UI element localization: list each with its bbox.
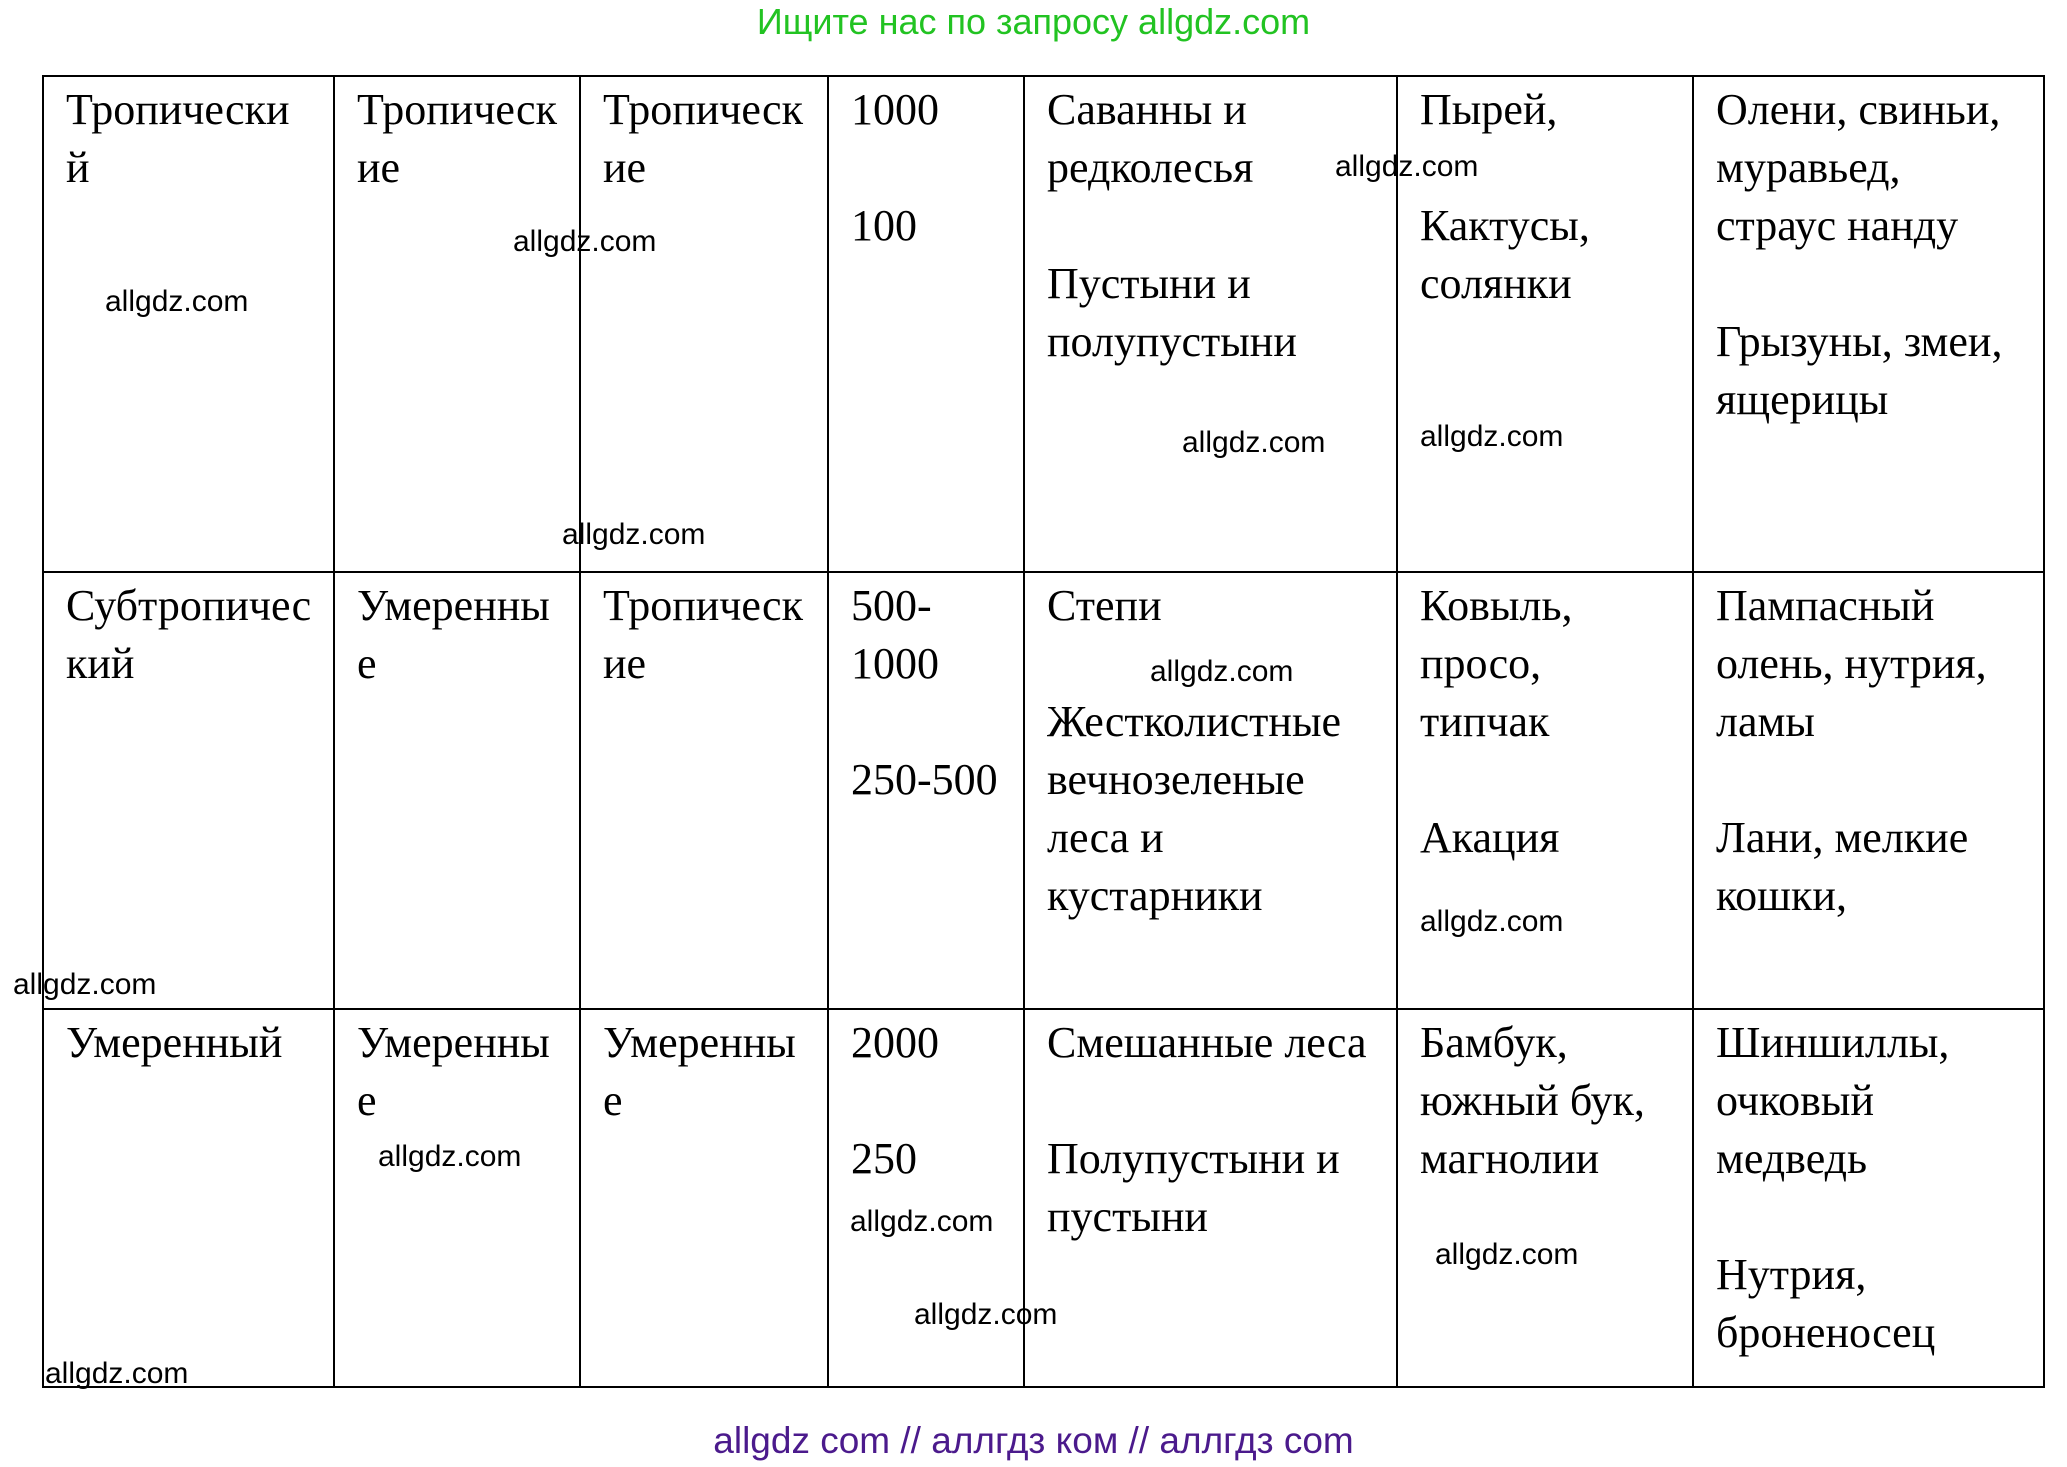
value: 100 <box>851 201 917 250</box>
watermark: allgdz.com <box>1150 655 1294 688</box>
value: 1000 <box>851 85 939 134</box>
plants-cell <box>1397 1009 1693 1387</box>
watermark: allgdz.com <box>914 1298 1058 1331</box>
zone-cell <box>1024 1009 1397 1387</box>
site-footer: allgdz com // аллгдз ком // аллгдз com <box>713 1420 1354 1461</box>
cell: Тропические <box>334 76 580 572</box>
value: 250-500 <box>851 755 998 804</box>
value: Полупустыни и пустыни <box>1047 1134 1340 1241</box>
value: Акация <box>1420 813 1560 862</box>
value: Олени, свиньи, муравьед, страус нанду <box>1716 85 2001 250</box>
cell: Тропические <box>580 76 828 572</box>
watermark: allgdz.com <box>850 1205 994 1238</box>
value: Ковыль, просо, типчак <box>1420 581 1573 746</box>
value: 250 <box>851 1134 917 1183</box>
value: Шиншиллы, очковый медведь <box>1716 1018 1950 1183</box>
climate-cell: Умеренный <box>43 1009 334 1387</box>
watermark: allgdz.com <box>105 285 249 318</box>
watermark: allgdz.com <box>45 1357 189 1390</box>
watermark: allgdz.com <box>13 968 157 1001</box>
value: Нутрия, броненосец <box>1716 1250 1936 1357</box>
value: Саванны и редколесья <box>1047 85 1254 192</box>
value: Пустыни и полупустыни <box>1047 259 1297 366</box>
watermark: allgdz.com <box>1420 420 1564 453</box>
climate-cell: Субтропический <box>43 572 334 1009</box>
value: Кактусы, солянки <box>1420 201 1590 308</box>
watermark: allgdz.com <box>1435 1238 1579 1271</box>
natural-zones-table <box>42 75 2045 1388</box>
table-row <box>43 76 2044 572</box>
animals-cell <box>1693 572 2044 1009</box>
value: Грызуны, змеи, ящерицы <box>1716 317 2003 424</box>
value: Лани, мелкие кошки, <box>1716 813 1969 920</box>
watermark: allgdz.com <box>378 1140 522 1173</box>
value: Пампасный олень, нутрия, ламы <box>1716 581 1987 746</box>
climate-cell: Тропический <box>43 76 334 572</box>
value: Степи <box>1047 581 1162 630</box>
cell: Умеренные <box>334 572 580 1009</box>
cell: Умеренные <box>334 1009 580 1387</box>
cell: Умеренные <box>580 1009 828 1387</box>
precipitation-cell <box>828 572 1024 1009</box>
watermark: allgdz.com <box>1420 905 1564 938</box>
plants-cell <box>1397 572 1693 1009</box>
watermark: allgdz.com <box>1182 426 1326 459</box>
value: Смешанные леса <box>1047 1018 1367 1067</box>
value: 2000 <box>851 1018 939 1067</box>
table-row <box>43 572 2044 1009</box>
animals-cell <box>1693 76 2044 572</box>
value: Жестколистные вечнозеленые леса и кустарники <box>1047 697 1342 920</box>
precipitation-cell <box>828 76 1024 572</box>
watermark: allgdz.com <box>1335 150 1479 183</box>
value: Бамбук, южный бук, магнолии <box>1420 1018 1645 1183</box>
watermark: allgdz.com <box>562 518 706 551</box>
search-hint-banner: Ищите нас по запросу allgdz.com <box>756 1 1311 42</box>
animals-cell <box>1693 1009 2044 1387</box>
watermark: allgdz.com <box>513 225 657 258</box>
value: 500-1000 <box>851 581 939 688</box>
cell: Тропические <box>580 572 828 1009</box>
value: Пырей, <box>1420 85 1558 134</box>
zone-cell <box>1024 572 1397 1009</box>
